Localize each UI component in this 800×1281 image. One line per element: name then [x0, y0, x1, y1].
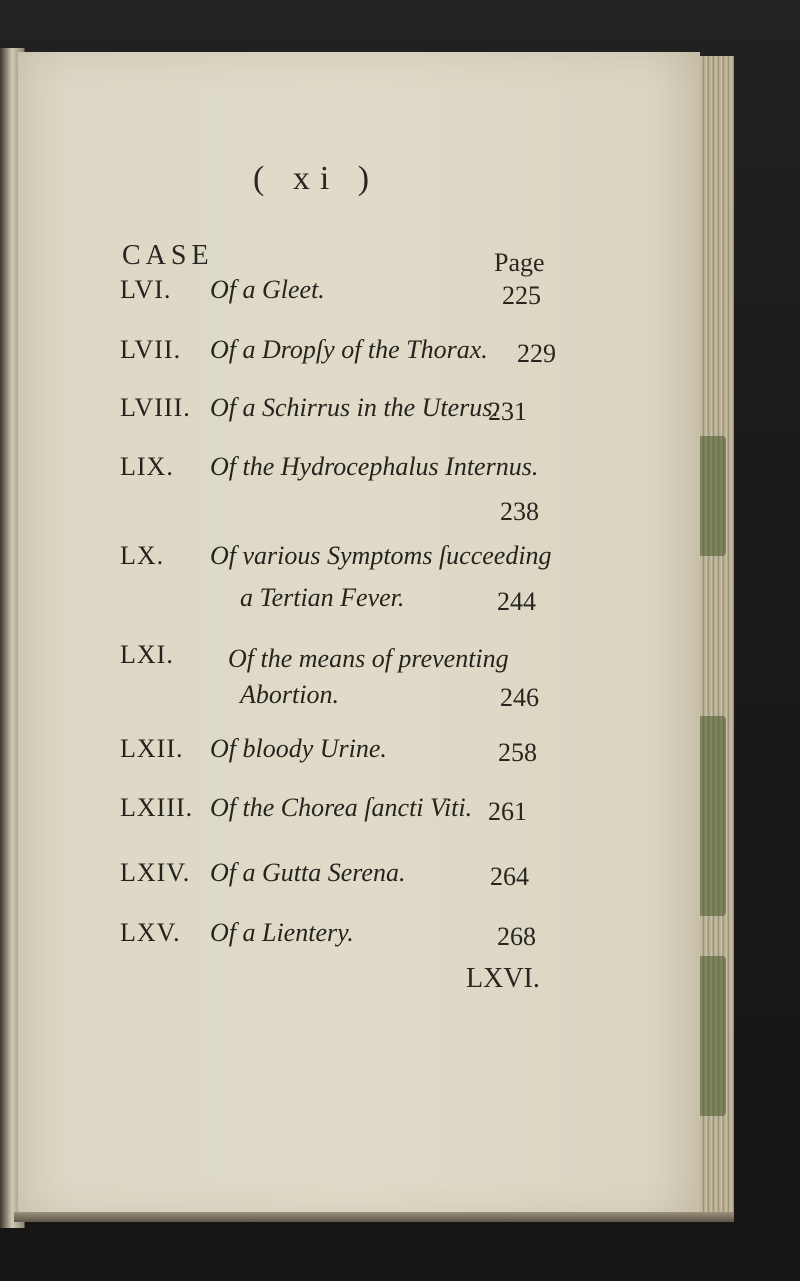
page-column-label: Page	[494, 248, 545, 277]
page-number: 258	[498, 738, 537, 767]
case-numeral: LXIV.	[120, 858, 191, 887]
page-number: 231	[488, 397, 527, 426]
case-title-continued: a Tertian Fever.	[240, 583, 405, 612]
page-number: 261	[488, 797, 527, 826]
case-title: Of a Gutta Serena.	[210, 858, 406, 887]
case-numeral: LXI.	[120, 640, 174, 669]
case-title: Of a Schirrus in the Uterus.	[210, 393, 499, 422]
page-number: 229	[517, 339, 556, 368]
book-page	[18, 52, 700, 1217]
page-number: 244	[497, 587, 536, 616]
page-number: 238	[500, 497, 539, 526]
case-column-label: CASE	[122, 240, 214, 271]
case-title: Of a Lientery.	[210, 918, 354, 947]
catchword: LXVI.	[466, 963, 540, 994]
case-numeral: LXV.	[120, 918, 181, 947]
case-numeral: LX.	[120, 541, 165, 570]
page-number: 246	[500, 683, 539, 712]
case-title: Of the Hydrocephalus Internus.	[210, 452, 539, 481]
case-numeral: LVIII.	[120, 393, 191, 422]
case-title: Of bloody Urine.	[210, 734, 387, 763]
page-number: 268	[497, 922, 536, 951]
case-title: Of various Symptoms ſucceeding	[210, 541, 552, 570]
page-header: ( xi )	[253, 160, 380, 197]
page-number: 225	[502, 281, 541, 310]
page-bottom-edge	[14, 1212, 734, 1222]
case-title: Of a Gleet.	[210, 275, 325, 304]
foxing-stain	[698, 716, 726, 916]
case-numeral: LVI.	[120, 275, 172, 304]
case-title: Of the means of preventing	[228, 644, 509, 673]
page-number: 264	[490, 862, 529, 891]
case-numeral: LXIII.	[120, 793, 194, 822]
case-numeral: LXII.	[120, 734, 184, 763]
case-numeral: LVII.	[120, 335, 182, 364]
case-title: Of the Chorea ſancti Viti.	[210, 793, 473, 822]
foxing-stain	[698, 436, 726, 556]
case-title: Of a Dropſy of the Thorax.	[210, 335, 488, 364]
case-numeral: LIX.	[120, 452, 174, 481]
case-title-continued: Abortion.	[240, 680, 339, 709]
foxing-stain	[698, 956, 726, 1116]
